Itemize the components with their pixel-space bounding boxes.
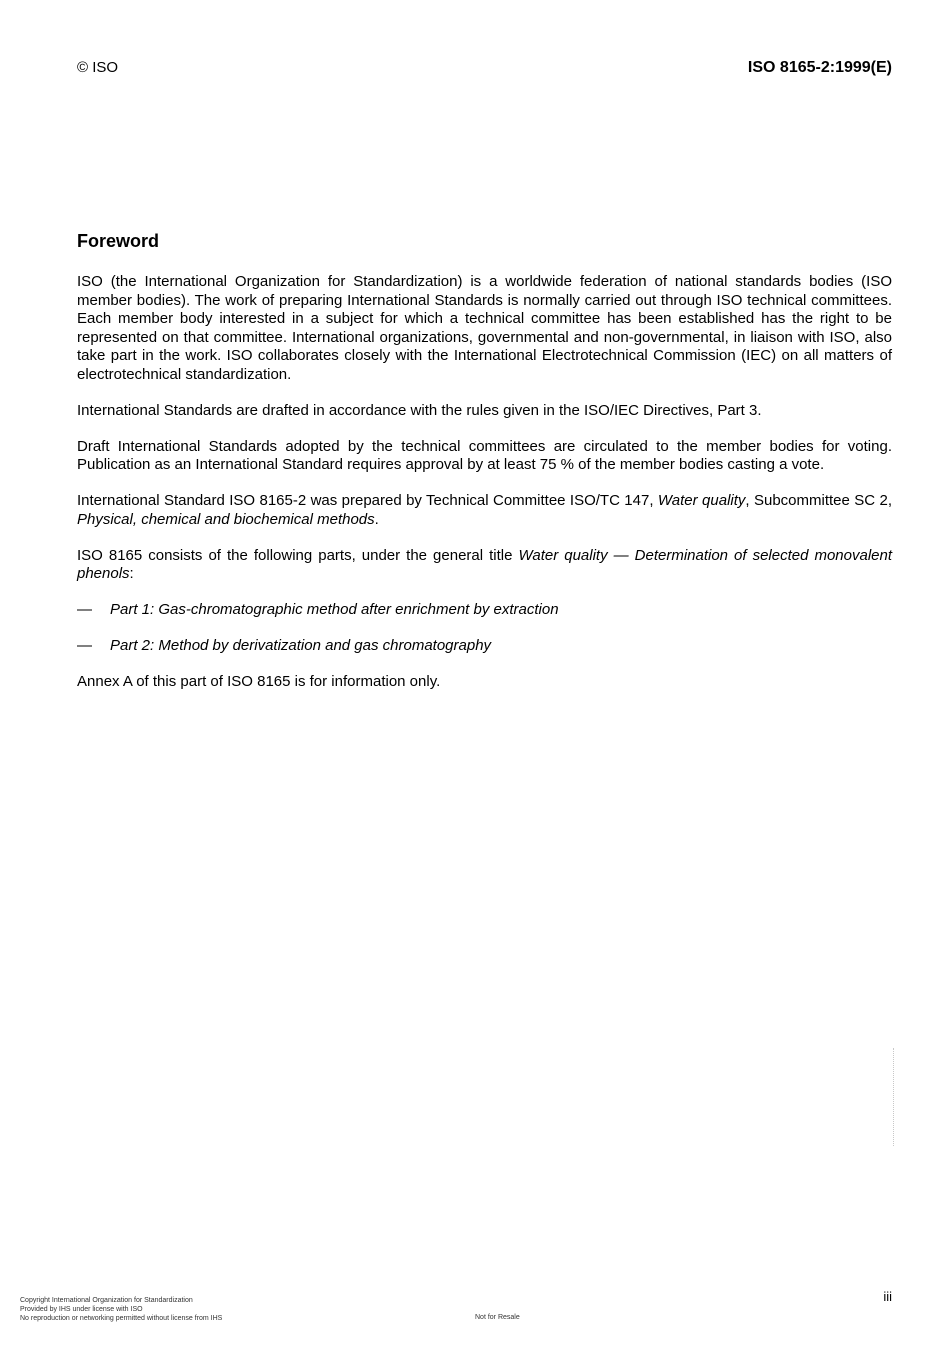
text-segment: . [374,510,379,528]
footer-license [20,1296,222,1323]
footer-not-for-resale: Not for Resale [475,1314,520,1321]
paragraph-preparation [77,492,892,529]
paragraph-iso-description: ISO (the International Organization for Standardization) is a worldwide federation of national standards bodies (ISO member bodies). The work of preparing International Standards is normally carried out through ISO technical committees. Each member body interested in a subject for which a technical committee has been established has the right to be represented on that committee. International organizations, governmental and non-governmental, in liaison with ISO, also take part in the work. ISO collaborates closely with the International Electrotechnical Commission (IEC) on all matters of electrotechnical standardization. [77,273,892,383]
margin-mark [893,1048,895,1146]
subcommittee-title: Physical, chemical and biochemical methods [77,510,375,528]
paragraph-annex-note: Annex A of this part of ISO 8165 is for information only. [77,673,441,690]
text-segment: ISO 8165 consists of the following parts, under the general title [77,546,513,564]
header-document-id: ISO 8165-2:1999(E) [747,59,892,76]
list-item [77,601,892,620]
footer-line: No reproduction or networking permitted without license from IHS [20,1315,223,1322]
part-title: Part 1: Gas-chromatographic method after enrichment by extraction [110,601,559,618]
dash-bullet: — [77,637,92,654]
header-copyright: © ISO [77,59,119,76]
list-item [77,637,892,656]
text-segment: , Subcommittee SC 2, [745,492,892,509]
text-segment: : [129,565,134,582]
paragraph-voting: Draft International Standards adopted by the technical committees are circulated to the member bodies for voting. Publication as an International Standard requires approval by at least 75 % of the member bodies casting a vote. [77,437,892,473]
footer-line: Provided by IHS under license with ISO [20,1306,143,1313]
footer-line: Copyright International Organization for Standardization [20,1297,193,1304]
foreword-body [77,273,892,692]
dash-bullet: — [77,601,92,618]
text-segment: International Standard ISO 8165-2 was prepared by Technical Committee ISO/TC 147, [77,492,654,509]
section-title: Foreword [77,231,160,251]
page-number: iii [883,1289,892,1304]
part-title: Part 2: Method by derivatization and gas chromatography [110,637,492,654]
paragraph-parts-intro [77,547,892,584]
paragraph-directives: International Standards are drafted in accordance with the rules given in the ISO/IEC Directives, Part 3. [77,401,762,419]
committee-title: Water quality [657,492,746,509]
general-title: Water quality — Determination of selected monovalent phenols [77,546,893,582]
